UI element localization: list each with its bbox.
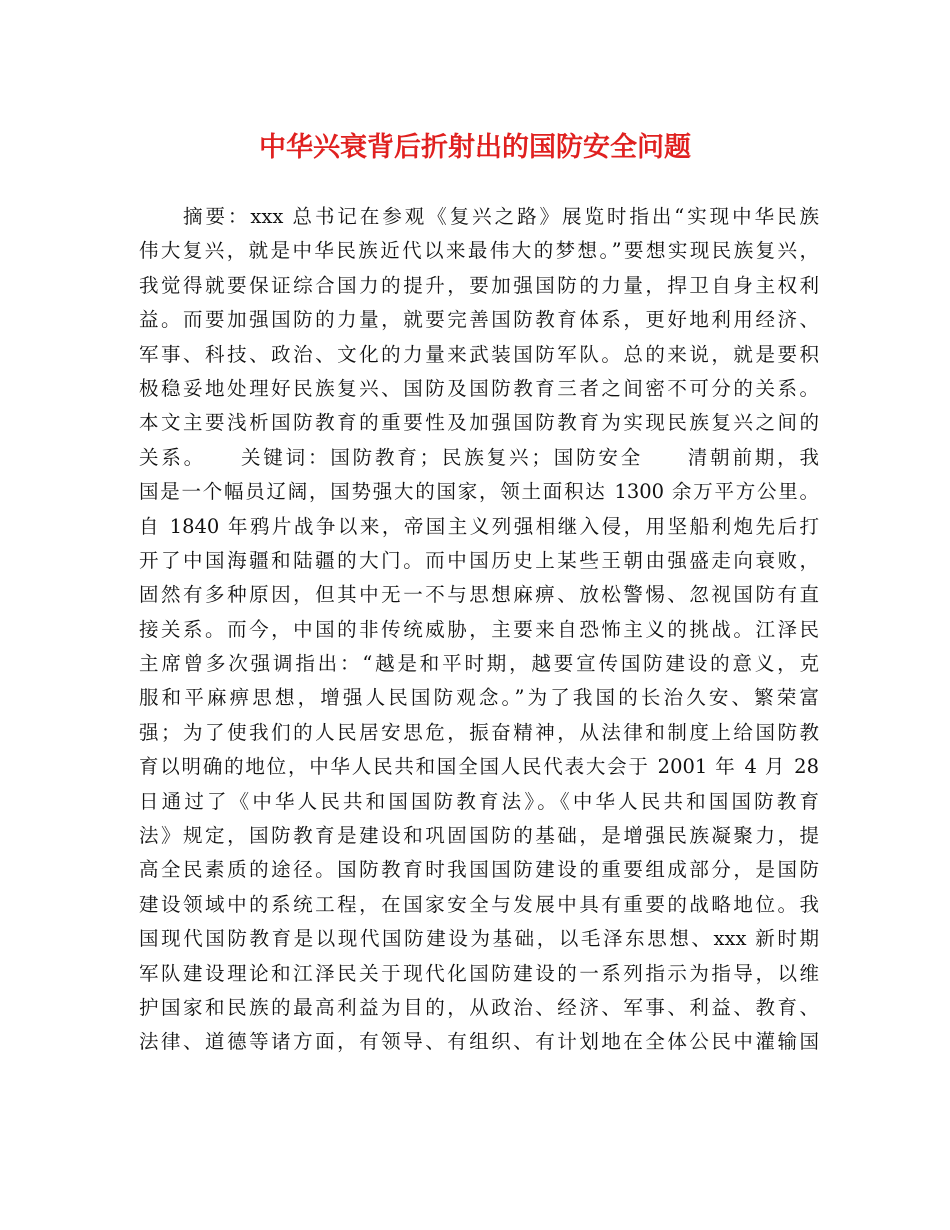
body-line: 国现代国防教育是以现代国防建设为基础，以毛泽东思想、xxx 新时期 xyxy=(139,927,819,951)
body-line: 军事、科技、政治、文化的力量来武装国防军队。总的来说，就是要积 xyxy=(139,342,819,366)
body-line: 法律、道德等诸方面，有领导、有组织、有计划地在全体公民中灌输国 xyxy=(139,1030,819,1054)
body-line: 接关系。而今，中国的非传统威胁，主要来自恐怖主义的挑战。江泽民 xyxy=(139,617,819,641)
body-line: 本文主要浅析国防教育的重要性及加强国防教育为实现民族复兴之间的 xyxy=(139,411,819,435)
body-line: 伟大复兴，就是中华民族近代以来最伟大的梦想。”要想实现民族复兴， xyxy=(139,239,819,263)
body-line: 强；为了使我们的人民居安思危，振奋精神，从法律和制度上给国防教 xyxy=(139,720,819,744)
body-line: 自 1840 年鸦片战争以来，帝国主义列强相继入侵，用坚船利炮先后打 xyxy=(139,514,819,538)
body-line: 服和平麻痹思想，增强人民国防观念。”为了我国的长治久安、繁荣富 xyxy=(139,686,819,710)
body-line: 日通过了《中华人民共和国国防教育法》。《中华人民共和国国防教育 xyxy=(139,789,819,813)
body-line: 法》规定，国防教育是建设和巩固国防的基础，是增强民族凝聚力，提 xyxy=(139,824,819,848)
body-line: 高全民素质的途径。国防教育时我国国防建设的重要组成部分，是国防 xyxy=(139,858,819,882)
body-line: 国是一个幅员辽阔，国势强大的国家，领土面积达 1300 余万平方公里。 xyxy=(139,480,819,504)
body-line: 极稳妥地处理好民族复兴、国防及国防教育三者之间密不可分的关系。 xyxy=(139,376,819,400)
body-line: 育以明确的地位，中华人民共和国全国人民代表大会于 2001 年 4 月 28 xyxy=(139,755,819,779)
body-line: 摘要：xxx 总书记在参观《复兴之路》展览时指出“实现中华民族 xyxy=(183,205,819,228)
body-line: 建设领域中的系统工程，在国家安全与发展中具有重要的战略地位。我 xyxy=(139,892,819,916)
body-line: 我觉得就要保证综合国力的提升，要加强国防的力量，捍卫自身主权利 xyxy=(139,273,819,297)
body-line: 主席曾多次强调指出：“越是和平时期，越要宣传国防建设的意义，克 xyxy=(139,652,819,676)
body-line: 关系。 关键词：国防教育；民族复兴；国防安全 清朝前期，我 xyxy=(139,445,819,469)
body-line: 益。而要加强国防的力量，就要完善国防教育体系，更好地利用经济、 xyxy=(139,308,819,332)
body-line: 开了中国海疆和陆疆的大门。而中国历史上某些王朝由强盛走向衰败， xyxy=(139,548,819,572)
document-body xyxy=(139,200,819,1060)
body-line: 固然有多种原因，但其中无一不与思想麻痹、放松警惕、忽视国防有直 xyxy=(139,583,819,607)
document-title: 中华兴衰背后折射出的国防安全问题 xyxy=(259,132,691,163)
body-line: 护国家和民族的最高利益为目的，从政治、经济、军事、利益、教育、 xyxy=(139,995,819,1019)
body-line: 军队建设理论和江泽民关于现代化国防建设的一系列指示为指导，以维 xyxy=(139,961,819,985)
